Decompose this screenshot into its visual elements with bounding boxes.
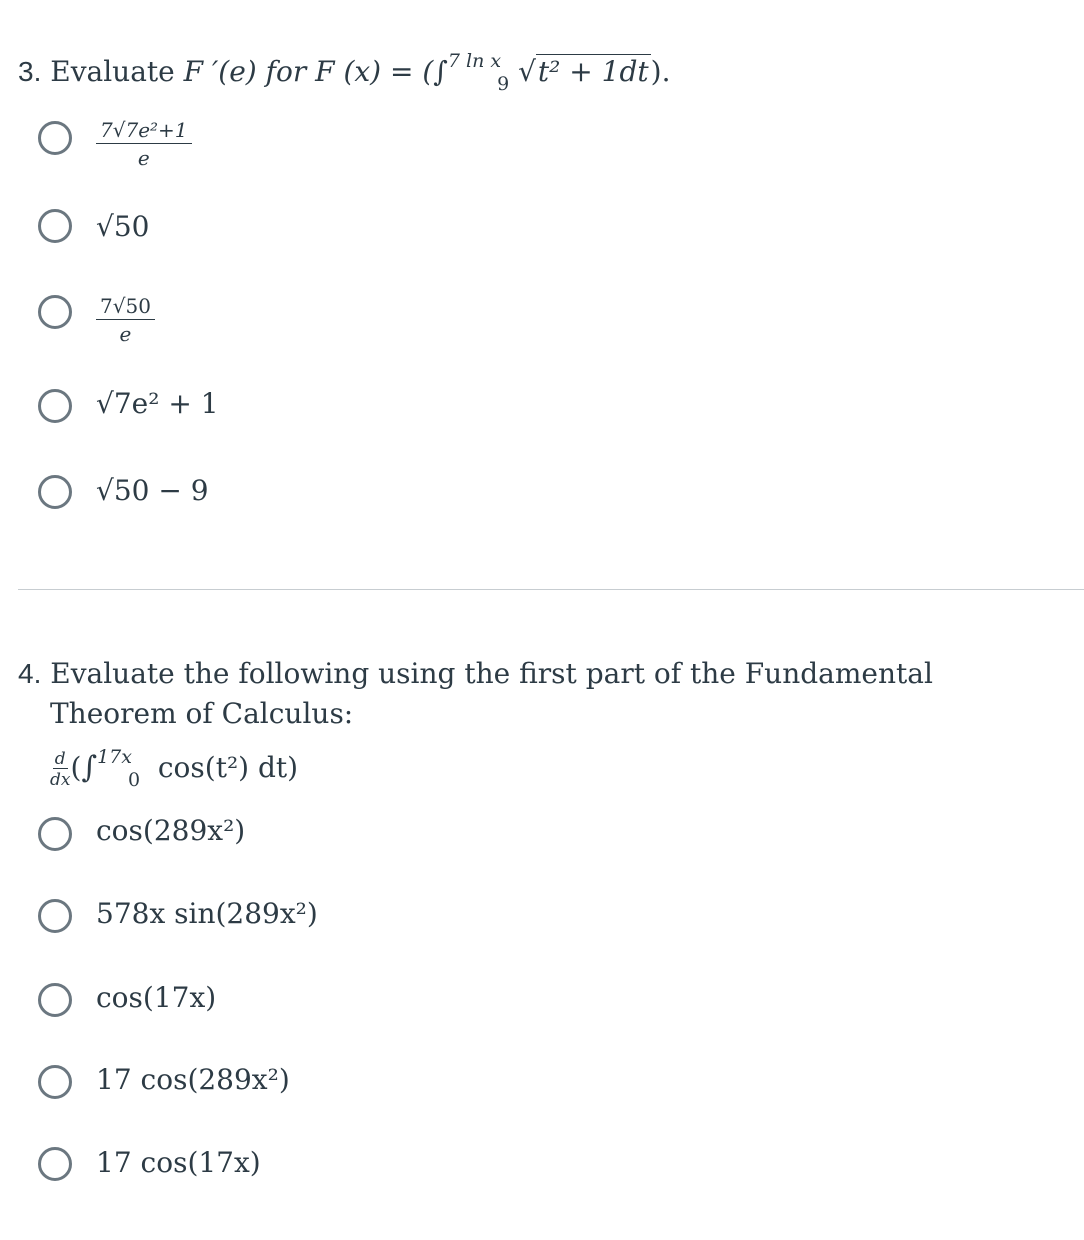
q4-option-4[interactable]: 17 cos(289x²)	[96, 1063, 290, 1096]
fraction-denominator: e	[137, 146, 150, 170]
integral-lower-limit: 0	[127, 769, 141, 791]
q4-option-2[interactable]: 578x sin(289x²)	[96, 897, 318, 930]
q4-option-5[interactable]: 17 cos(17x)	[96, 1146, 261, 1179]
q4-option-3-radio[interactable]	[38, 983, 72, 1017]
fraction	[96, 118, 192, 170]
q3-option-3-radio[interactable]	[38, 295, 72, 329]
q4-option-3[interactable]: cos(17x)	[96, 981, 217, 1014]
derivative-denominator: dx	[50, 770, 71, 790]
q3-option-1-radio[interactable]	[38, 121, 72, 155]
q3-option-1[interactable]	[96, 118, 192, 170]
question-4-prompt-line-1	[18, 657, 933, 691]
question-number: 3.	[18, 56, 42, 87]
q3-option-5-radio[interactable]	[38, 475, 72, 509]
question-4-prompt-line-2: Theorem of Calculus:	[50, 697, 354, 730]
prompt-expression: F ′(e) for F (x) = (∫	[183, 55, 448, 88]
prompt-suffix: ).	[650, 55, 671, 88]
derivative-operator	[50, 750, 70, 789]
q4-option-2-radio[interactable]	[38, 899, 72, 933]
derivative-numerator: d	[54, 749, 66, 769]
fraction-denominator: e	[119, 322, 132, 346]
integral-lower-limit: 9	[497, 73, 510, 95]
sqrt-symbol: √	[518, 55, 536, 88]
integrand: t² + 1dt	[537, 55, 649, 88]
question-number: 4.	[18, 658, 42, 689]
q3-option-2[interactable]: √50	[96, 210, 150, 243]
prompt-text: Evaluate the following using the first part of the Fundamental	[50, 657, 933, 690]
q3-option-4[interactable]: √7e² + 1	[96, 387, 219, 420]
question-4-expression: $\frac{d}{dx}$ (∫$^{17x}_0$ cos(t²) dt)	[50, 746, 299, 791]
q3-option-5[interactable]: √50 − 9	[96, 474, 209, 507]
question-divider	[18, 589, 1084, 590]
integral-upper-limit: 7 ln x	[447, 50, 502, 72]
prompt-text: Evaluate	[50, 55, 184, 88]
q3-option-3[interactable]	[96, 294, 155, 346]
fraction-numerator: 7√7e²+1	[96, 118, 192, 144]
q4-option-1-radio[interactable]	[38, 817, 72, 851]
q3-option-2-radio[interactable]	[38, 209, 72, 243]
q4-option-4-radio[interactable]	[38, 1065, 72, 1099]
question-3-prompt	[18, 44, 670, 101]
fraction	[96, 294, 155, 346]
integrand: cos(t²) dt)	[157, 751, 299, 784]
integral-sign: ∫	[81, 750, 98, 785]
fraction-numerator: 7√50	[96, 294, 155, 320]
q4-option-5-radio[interactable]	[38, 1147, 72, 1181]
integral-upper-limit: 17x	[97, 746, 132, 768]
q3-option-4-radio[interactable]	[38, 389, 72, 423]
q4-option-1[interactable]: cos(289x²)	[96, 814, 246, 847]
